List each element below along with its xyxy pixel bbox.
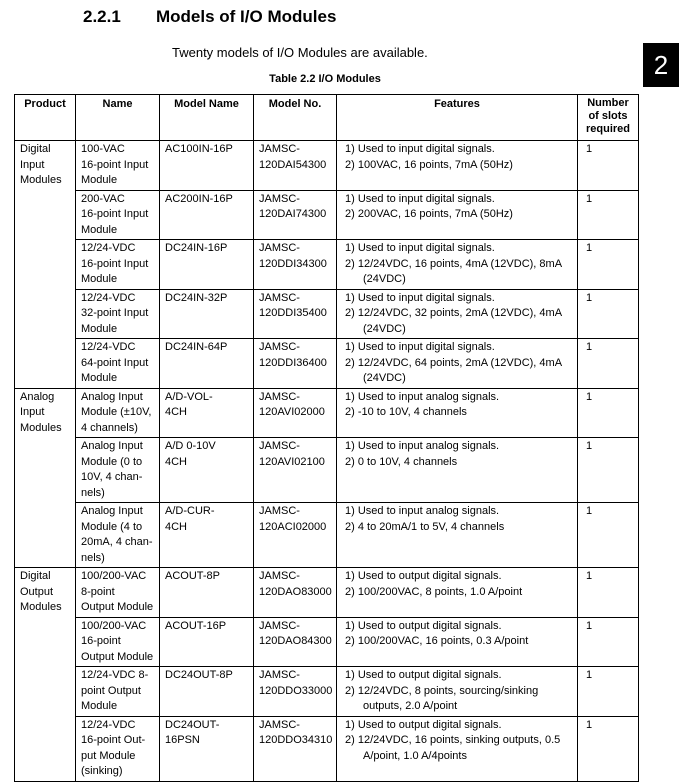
feature-line: 2) -10 to 10V, 4 channels (345, 406, 467, 418)
feature-line: 2) 100/200VAC, 16 points, 0.3 A/point (345, 635, 529, 647)
feature-line: 2) 12/24VDC, 16 points, sinking outputs, 0.5 A/point, 1.0 A/4points (345, 734, 561, 762)
feature-line: 2) 12/24VDC, 32 points, 2mA (12VDC), 4mA (24VDC) (345, 307, 562, 335)
table-row (15, 438, 639, 503)
features-cell (337, 568, 578, 618)
table-row (15, 716, 639, 781)
slots-cell: 1 (578, 438, 639, 503)
feature-line: 2) 12/24VDC, 64 points, 2mA (12VDC), 4mA (24VDC) (345, 356, 562, 384)
section-title: Models of I/O Modules (156, 7, 337, 26)
slots-cell: 1 (578, 339, 639, 389)
module-name-cell: Analog Input Module (±10V, 4 channels) (76, 388, 160, 438)
features-cell (337, 388, 578, 438)
slots-cell: 1 (578, 667, 639, 717)
table-row (15, 568, 639, 618)
model-name-cell: ACOUT-16P (160, 617, 254, 667)
model-name-cell: DC24OUT- 16PSN (160, 716, 254, 781)
model-no-cell: JAMSC- 120AVI02100 (254, 438, 337, 503)
module-name-cell: 100/200-VAC 8-point Output Module (76, 568, 160, 618)
model-name-cell: A/D 0-10V 4CH (160, 438, 254, 503)
model-no-cell: JAMSC- 120DAI54300 (254, 141, 337, 191)
features-cell (337, 438, 578, 503)
feature-line: 1) Used to output digital signals. (345, 619, 502, 632)
module-name-cell: 100-VAC 16-point Input Module (76, 141, 160, 191)
table-caption: Table 2.2 I/O Modules (269, 73, 381, 85)
module-name-cell: 12/24-VDC 16-point Out- put Module (sinking) (76, 716, 160, 781)
slots-cell: 1 (578, 388, 639, 438)
table-header-row (15, 95, 639, 141)
feature-line: 2) 4 to 20mA/1 to 5V, 4 channels (345, 520, 505, 533)
header-model-no: Model No. (254, 95, 337, 141)
feature-line: 1) Used to input digital signals. (345, 143, 495, 155)
feature-line: 2) 100VAC, 16 points, 7mA (50Hz) (345, 158, 513, 171)
intro-text: Twenty models of I/O Modules are available. (172, 45, 428, 60)
feature-line: 1) Used to input digital signals. (345, 242, 495, 254)
slots-cell: 1 (578, 289, 639, 339)
model-no-cell: JAMSC- 120DAO84300 (254, 617, 337, 667)
model-name-cell: AC100IN-16P (160, 141, 254, 191)
features-cell (337, 339, 578, 389)
feature-line: 1) Used to input analog signals. (345, 390, 500, 403)
features-cell (337, 667, 578, 717)
features-cell (337, 716, 578, 781)
feature-line: 2) 0 to 10V, 4 channels (345, 455, 458, 468)
slots-cell: 1 (578, 141, 639, 191)
header-features: Features (337, 95, 578, 141)
module-name-cell: 200-VAC 16-point Input Module (76, 190, 160, 240)
table-row (15, 190, 639, 240)
model-name-cell: A/D-CUR- 4CH (160, 503, 254, 568)
model-no-cell: JAMSC- 120DAI74300 (254, 190, 337, 240)
module-name-cell: 12/24-VDC 32-point Input Module (76, 289, 160, 339)
product-cell: Digital Output Modules (15, 568, 76, 782)
model-no-cell: JAMSC- 120DDI35400 (254, 289, 337, 339)
model-name-cell: ACOUT-8P (160, 568, 254, 618)
feature-line: 1) Used to input digital signals. (345, 341, 495, 353)
model-no-cell: JAMSC- 120ACI02000 (254, 503, 337, 568)
slots-cell: 1 (578, 716, 639, 781)
module-name-cell: 12/24-VDC 8- point Output Module (76, 667, 160, 717)
io-modules-table (14, 94, 639, 782)
features-cell (337, 141, 578, 191)
model-name-cell: A/D-VOL- 4CH (160, 388, 254, 438)
table-row (15, 503, 639, 568)
section-number: 2.2.1 (83, 7, 121, 26)
header-slots: Number of slots required (578, 95, 639, 141)
module-name-cell: 12/24-VDC 64-point Input Module (76, 339, 160, 389)
model-no-cell: JAMSC- 120DAO83000 (254, 568, 337, 618)
feature-line: 1) Used to input analog signals. (345, 505, 500, 517)
table-row (15, 617, 639, 667)
features-cell (337, 289, 578, 339)
header-name: Name (76, 95, 160, 141)
feature-line: 2) 12/24VDC, 16 points, 4mA (12VDC), 8mA (24VDC) (345, 257, 562, 285)
feature-line: 2) 12/24VDC, 8 points, sourcing/sinking outputs, 2.0 A/point (345, 684, 539, 712)
module-name-cell: 12/24-VDC 16-point Input Module (76, 240, 160, 290)
feature-line: 1) Used to output digital signals. (345, 718, 502, 731)
chapter-tab: 2 (643, 43, 679, 87)
features-cell (337, 617, 578, 667)
slots-cell: 1 (578, 568, 639, 618)
header-model-name: Model Name (160, 95, 254, 141)
product-cell: Analog Input Modules (15, 388, 76, 568)
module-name-cell: Analog Input Module (4 to 20mA, 4 chan- nels) (76, 503, 160, 568)
module-name-cell: 100/200-VAC 16-point Output Module (76, 617, 160, 667)
table-row (15, 339, 639, 389)
feature-line: 1) Used to input digital signals. (345, 291, 495, 304)
slots-cell: 1 (578, 240, 639, 290)
model-name-cell: DC24OUT-8P (160, 667, 254, 717)
feature-line: 1) Used to input analog signals. (345, 440, 500, 452)
model-name-cell: AC200IN-16P (160, 190, 254, 240)
slots-cell: 1 (578, 617, 639, 667)
model-no-cell: JAMSC- 120DDI34300 (254, 240, 337, 290)
model-no-cell: JAMSC- 120DDO33000 (254, 667, 337, 717)
module-name-cell: Analog Input Module (0 to 10V, 4 chan- nels) (76, 438, 160, 503)
table-row (15, 289, 639, 339)
feature-line: 1) Used to input digital signals. (345, 192, 495, 205)
feature-line: 1) Used to output digital signals. (345, 570, 502, 582)
slots-cell: 1 (578, 503, 639, 568)
feature-line: 2) 200VAC, 16 points, 7mA (50Hz) (345, 208, 513, 220)
table-row (15, 667, 639, 717)
features-cell (337, 503, 578, 568)
feature-line: 1) Used to output digital signals. (345, 669, 502, 681)
model-no-cell: JAMSC- 120DDI36400 (254, 339, 337, 389)
model-name-cell: DC24IN-32P (160, 289, 254, 339)
model-name-cell: DC24IN-64P (160, 339, 254, 389)
feature-line: 2) 100/200VAC, 8 points, 1.0 A/point (345, 585, 523, 598)
header-product: Product (15, 95, 76, 141)
slots-cell: 1 (578, 190, 639, 240)
model-no-cell: JAMSC- 120AVI02000 (254, 388, 337, 438)
features-cell (337, 190, 578, 240)
model-name-cell: DC24IN-16P (160, 240, 254, 290)
table-row (15, 388, 639, 438)
table-row (15, 240, 639, 290)
table-row (15, 141, 639, 191)
model-no-cell: JAMSC- 120DDO34310 (254, 716, 337, 781)
features-cell (337, 240, 578, 290)
product-cell: Digital Input Modules (15, 141, 76, 389)
table-body (15, 141, 639, 782)
